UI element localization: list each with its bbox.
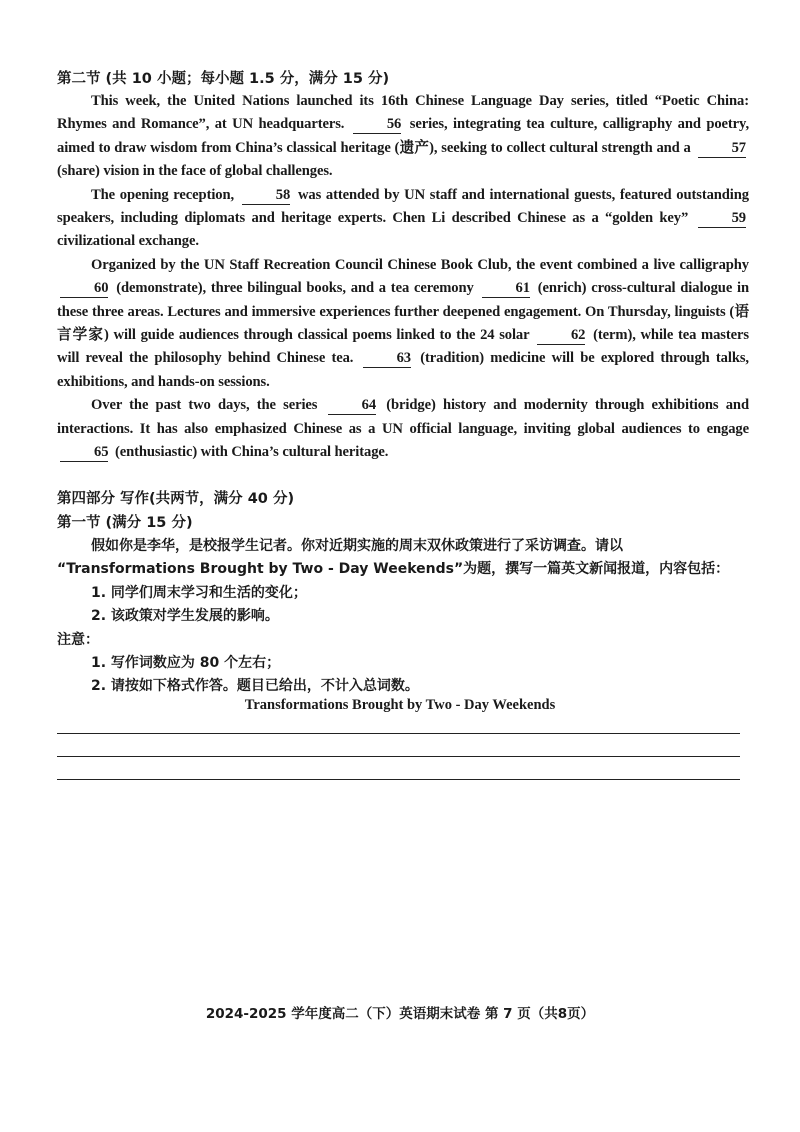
p4-text-a: Over the past two days, the series	[91, 397, 318, 414]
page-footer: 2024-2025 学年度高二（下）英语期末试卷 第 7 页（共8页）	[205, 1006, 595, 1022]
answer-line-2	[57, 756, 740, 757]
blank-57: 57	[698, 140, 746, 158]
p3-text-e: (tradition) medicine will be explored through talks, exhibitions, and hands-on sessions.	[57, 350, 749, 390]
part4-section1-heading: 第一节 (满分 15 分)	[57, 515, 193, 531]
p4-text-b: (bridge) history and modernity through exhibitions and interactions. It has also emphasized Chinese as a UN official language, inviting global audiences to engage	[57, 397, 749, 437]
blank-62: 62	[537, 327, 585, 345]
note-item-1: 1. 写作词数应为 80 个左右；	[91, 655, 281, 671]
p4-text-c: (enthusiastic) with China’s cultural heritage.	[114, 444, 389, 461]
p1-text-a: This week, the United Nations launched its 16th Chinese Language Day series, titled “Poetic China: Rhymes and Romance”, at UN headquarters.	[57, 93, 749, 133]
p2-text-b: was attended by UN staff and international guests, featured outstanding speakers, including diplomats and heritage experts. Chen Li described Chinese as a “golden key”	[57, 186, 749, 227]
p2-text-c: civilizational exchange.	[57, 233, 199, 250]
passage-paragraph-3	[57, 254, 749, 394]
p1-text-b: series, integrating tea culture, calligraphy and poetry, aimed to draw wisdom from China’s classical heritage (遗产), seeking to collect cultural strength and a	[57, 116, 749, 156]
blank-60: 60	[60, 280, 108, 298]
section2-heading: 第二节 (共 10 小题；每小题 1.5 分，满分 15 分)	[57, 71, 390, 87]
answer-line-1	[57, 733, 740, 734]
blank-65: 65	[60, 444, 108, 462]
passage-paragraph-4	[57, 394, 749, 464]
note-label: 注意：	[57, 632, 99, 648]
p3-text-c: (enrich) cross-cultural dialogue in these three areas. Lectures and immersive experiences further deepened engagement. On Thursday, linguists (语言学家) will guide audiences through classical poems linked to the 24 solar	[57, 280, 749, 344]
note-item-2: 2. 请按如下格式作答。题目已给出，不计入总词数。	[91, 678, 419, 694]
blank-61: 61	[482, 280, 530, 298]
writing-prompt-line-2: “Transformations Brought by Two - Day Weekends”为题，撰写一篇英文新闻报道，内容包括：	[57, 561, 730, 577]
p2-text-a: The opening reception,	[91, 186, 235, 203]
p1-text-c: (share) vision in the face of global challenges.	[57, 163, 333, 180]
prompt-item-2: 2. 该政策对学生发展的影响。	[91, 608, 279, 624]
blank-63: 63	[363, 350, 411, 368]
writing-prompt-line-1: 假如你是李华，是校报学生记者。你对近期实施的周末双休政策进行了采访调查。请以	[91, 538, 623, 554]
prompt-item-1: 1. 同学们周末学习和生活的变化；	[91, 585, 307, 601]
grammar-fill-passage	[57, 90, 749, 465]
answer-line-3	[57, 779, 740, 780]
essay-title: Transformations Brought by Two - Day Weekends	[244, 697, 556, 713]
p3-text-b: (demonstrate), three bilingual books, and a tea ceremony	[116, 280, 474, 297]
blank-64: 64	[328, 397, 376, 415]
part4-heading: 第四部分 写作(共两节，满分 40 分)	[57, 491, 295, 507]
blank-58: 58	[242, 187, 290, 205]
blank-59: 59	[698, 210, 746, 228]
passage-paragraph-2	[57, 184, 749, 254]
blank-56: 56	[353, 116, 401, 134]
passage-paragraph-1	[57, 90, 749, 184]
p3-text-d: (term), while tea masters will reveal the philosophy behind Chinese tea.	[57, 327, 749, 367]
p3-text-a: Organized by the UN Staff Recreation Council Chinese Book Club, the event combined a live calligraphy	[91, 256, 749, 273]
